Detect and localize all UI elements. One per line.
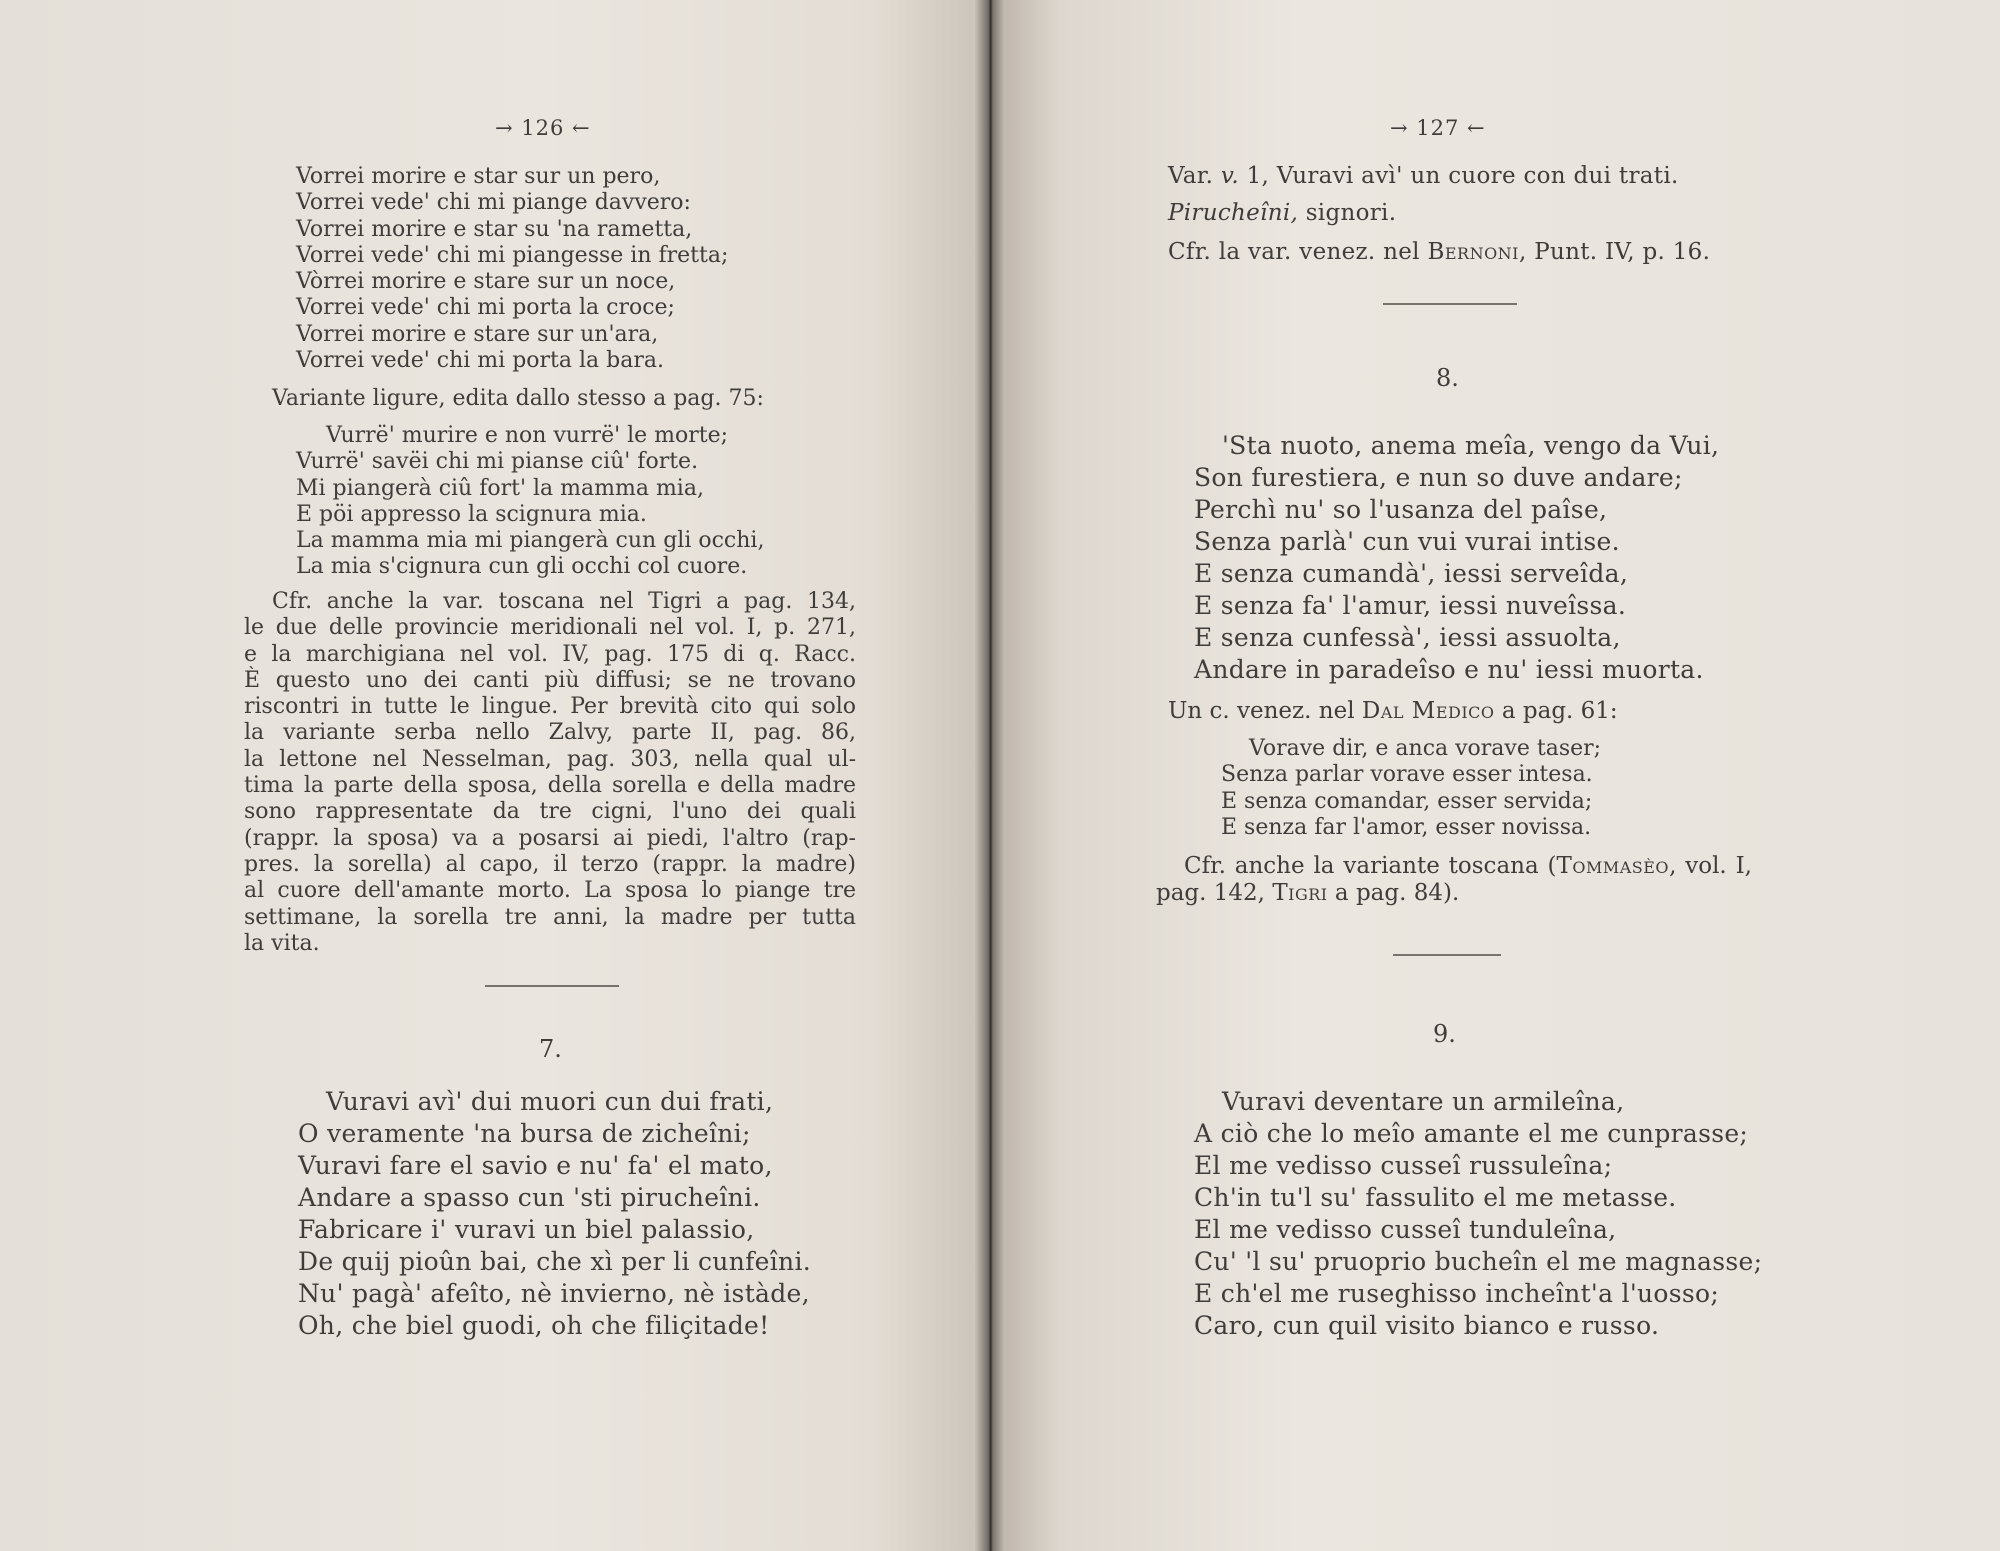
verse-block-a: [296, 164, 728, 374]
poem-line: O veramente 'na bursa de zicheîni;: [298, 1119, 751, 1148]
note-line: e la marchigiana nel vol. IV, pag. 175 di q. Racc.: [244, 641, 856, 667]
gloss-line: [1168, 197, 1396, 229]
var-rest: 1, Vuravi avì' un cuore con dui trati.: [1239, 163, 1679, 189]
verse-venez: [1221, 736, 1601, 841]
note-line: la variante serba nello Zalvy, parte II, pag. 86,: [244, 720, 856, 746]
poem-line: Perchì nu' so l'usanza del paîse,: [1194, 495, 1608, 524]
note-line: pres. la sorella) al capo, il terzo (rappr. la madre): [244, 851, 856, 877]
cfr2-prefix: pag. 142,: [1156, 880, 1273, 906]
commentary-note: [244, 589, 856, 957]
note-line: la lettone nel Nesselman, pag. 303, nella qual ul-: [244, 746, 856, 772]
note-line: al cuore dell'amante morto. La sposa lo piange tre: [244, 878, 856, 904]
note-line: sono rappresentate da tre cigni, l'uno dei quali: [244, 799, 856, 825]
cfr2-rest: a pag. 84).: [1327, 880, 1460, 906]
poem-line: Oh, che biel guodi, oh che filiçitade!: [298, 1311, 770, 1340]
verse-line: Vòrrei morire e stare sur un noce,: [296, 269, 676, 295]
poem-line: Ch'in tu'l su' fassulito el me metasse.: [1194, 1183, 1677, 1212]
poem-line: De quij pioûn bai, che xì per li cunfeîni.: [298, 1247, 811, 1276]
verse-block-b: [296, 423, 764, 581]
cfr2-prefix: Cfr. anche la variante toscana (: [1184, 853, 1557, 879]
variante-intro: Variante ligure, edita dallo stesso a pag. 75:: [272, 386, 764, 411]
verse-line: Vurrë' murire e non vurrë' le morte;: [326, 423, 729, 448]
poem-line: Vuravi fare el savio e nu' fa' el mato,: [298, 1151, 773, 1180]
verse-line: Senza parlar vorave esser intesa.: [1221, 762, 1593, 788]
verse-line: Mi piangerà ciû fort' la mamma mia,: [296, 475, 704, 501]
poem-line: El me vedisso cusseî tunduleîna,: [1194, 1215, 1617, 1244]
verse-line: Vorrei morire e stare sur un'ara,: [296, 321, 659, 347]
section-divider: [1383, 303, 1517, 305]
verse-line: Vorrei vede' chi mi porta la bara.: [296, 348, 664, 374]
verse-line: E senza comandar, esser servida;: [1221, 788, 1593, 814]
note-line: È questo uno dei canti più diffusi; se ne trovano: [244, 667, 856, 693]
poem-line: El me vedisso cusseî russuleîna;: [1194, 1151, 1613, 1180]
verse-line: Vorave dir, e anca vorave taser;: [1249, 736, 1602, 761]
venez-prefix: Un c. venez. nel: [1168, 698, 1362, 724]
poem-9: [1194, 1086, 1762, 1342]
note-line: Cfr. anche la var. toscana nel Tigri a pag. 134,: [272, 589, 856, 614]
poem-line: E ch'el me ruseghisso incheînt'a l'uosso;: [1194, 1279, 1720, 1308]
cfr2-line2: [1156, 880, 1752, 907]
verse-line: Vorrei morire e star sur un pero,: [296, 164, 661, 189]
section-number-8: 8.: [1436, 364, 1459, 392]
verse-line: Vorrei vede' chi mi porta la croce;: [296, 295, 675, 321]
cfr-line: [1168, 236, 1710, 268]
gloss-term: Pirucheîni,: [1168, 200, 1299, 226]
variant-note-line: [1168, 160, 1679, 192]
cfr2-author: Tommasèo: [1556, 853, 1670, 879]
venez-intro: [1168, 698, 1618, 724]
poem-line: 'Sta nuoto, anema meîa, vengo da Vui,: [1222, 431, 1720, 460]
verse-line: La mamma mia mi piangerà cun gli occhi,: [296, 528, 765, 554]
poem-line: A ciò che lo meîo amante el me cunprasse;: [1194, 1119, 1749, 1148]
note-line: la vita.: [244, 930, 320, 956]
note-line: le due delle provincie meridionali nel vol. I, p. 271,: [244, 615, 856, 641]
verse-line: Vorrei vede' chi mi piange davvero:: [296, 190, 691, 216]
left-page-number: → 126 ←: [495, 116, 591, 140]
poem-7: [298, 1086, 811, 1342]
poem-line: E senza cunfessà', iessi assuolta,: [1194, 623, 1621, 652]
verse-line: Vurrë' savëi chi mi pianse ciû' forte.: [296, 449, 699, 475]
poem-line: Caro, cun quil visito bianco e russo.: [1194, 1311, 1660, 1340]
poem-8: [1194, 430, 1719, 686]
section-number-9: 9.: [1433, 1020, 1456, 1048]
poem-line: Vuravi deventare un armileîna,: [1222, 1087, 1625, 1116]
poem-line: Andare a spasso cun 'sti pirucheîni.: [298, 1183, 761, 1212]
cfr2-rest: , vol. I,: [1669, 853, 1752, 879]
cfr-rest: , Punt. IV, p. 16.: [1519, 239, 1711, 265]
var-v: v.: [1220, 163, 1239, 189]
verse-line: E senza far l'amor, esser novissa.: [1221, 814, 1592, 840]
venez-rest: a pag. 61:: [1494, 698, 1618, 724]
note-line: riscontri in tutte le lingue. Per brevità cito qui solo: [244, 694, 856, 720]
poem-line: Cu' 'l su' pruoprio bucheîn el me magnasse;: [1194, 1247, 1763, 1276]
verse-line: La mia s'cignura cun gli occhi col cuore.: [296, 554, 748, 580]
cfr2-line1: [1156, 853, 1752, 880]
section-number-7: 7.: [539, 1035, 562, 1063]
poem-line: Fabricare i' vuravi un biel palassio,: [298, 1215, 755, 1244]
cfr2-block: [1156, 853, 1752, 907]
poem-line: E senza fa' l'amur, iessi nuveîssa.: [1194, 591, 1627, 620]
verse-line: E pöi appresso la scignura mia.: [296, 501, 647, 527]
poem-line: Andare in paradeîso e nu' iessi muorta.: [1194, 655, 1704, 684]
cfr2-author: Tigri: [1272, 880, 1328, 906]
section-divider: [1393, 954, 1501, 956]
cfr-prefix: Cfr. la var. venez. nel: [1168, 239, 1428, 265]
gloss-meaning: signori.: [1298, 200, 1397, 226]
note-line: tima la parte della sposa, della sorella e della madre: [244, 773, 856, 799]
section-divider: [485, 985, 619, 987]
book-gutter: [975, 0, 1005, 1551]
verse-line: Vorrei morire e star su 'na rametta,: [296, 216, 693, 242]
note-line: (rappr. la sposa) va a posarsi ai piedi, l'altro (rap-: [244, 825, 856, 851]
verse-line: Vorrei vede' chi mi piangesse in fretta;: [296, 242, 729, 268]
poem-line: E senza cumandà', iessi serveîda,: [1194, 559, 1629, 588]
var-prefix: Var.: [1168, 163, 1221, 189]
right-page-number: → 127 ←: [1390, 116, 1486, 140]
venez-author: Dal Medico: [1361, 698, 1495, 724]
poem-line: Nu' pagà' afeîto, nè invierno, nè istàde,: [298, 1279, 810, 1308]
poem-line: Vuravi avì' dui muori cun dui frati,: [326, 1087, 774, 1116]
poem-line: Son furestiera, e nun so duve andare;: [1194, 463, 1683, 492]
cfr-author: Bernoni: [1427, 239, 1520, 265]
poem-line: Senza parlà' cun vui vurai intise.: [1194, 527, 1620, 556]
note-line: settimane, la sorella tre anni, la madre per tutta: [244, 904, 856, 930]
